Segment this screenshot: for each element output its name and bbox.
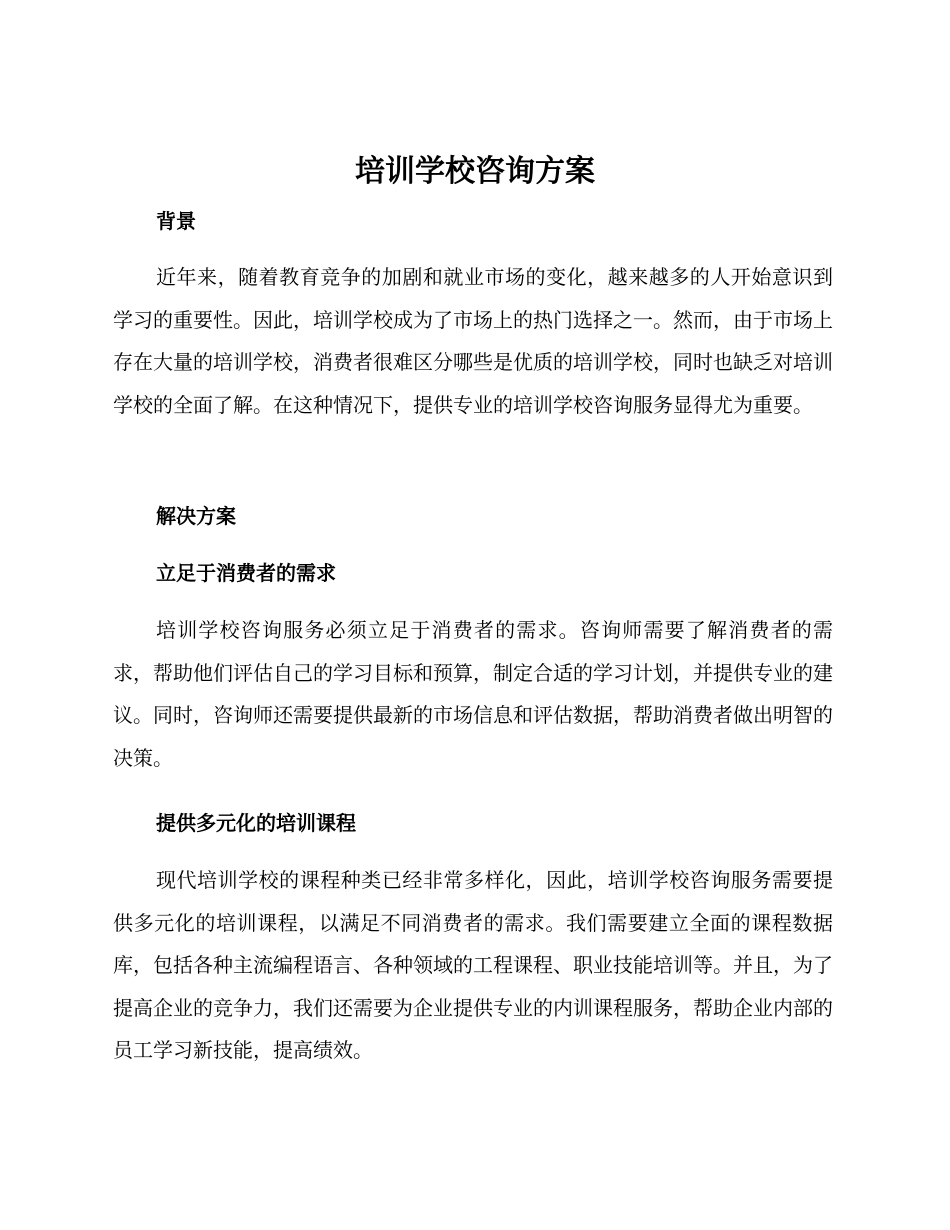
subsection-heading-consumer-needs: 立足于消费者的需求 xyxy=(156,561,336,585)
section-heading-solution: 解决方案 xyxy=(156,504,236,528)
section-heading-background: 背景 xyxy=(156,209,196,233)
subsection-heading-diverse-courses: 提供多元化的培训课程 xyxy=(156,811,356,835)
paragraph-diverse-courses: 现代培训学校的课程种类已经非常多样化，因此，培训学校咨询服务需要提供多元化的培训课程，以满足不同消费者的需求。我们需要建立全面的课程数据库，包括各种主流编程语言、各种领域的工程课程、职业技能培训等。并且，为了提高企业的竞争力，我们还需要为企业提供专业的内训课程服务，帮助企业内部的员工学习新技能，提高绩效。 xyxy=(113,868,833,1062)
paragraph-background: 近年来，随着教育竞争的加剧和就业市场的变化，越来越多的人开始意识到学习的重要性。因此，培训学校成为了市场上的热门选择之一。然而，由于市场上存在大量的培训学校，消费者很难区分哪些是优质的培训学校，同时也缺乏对培训学校的全面了解。在这种情况下，提供专业的培训学校咨询服务显得尤为重要。 xyxy=(113,265,833,417)
page-title: 培训学校咨询方案 xyxy=(355,154,595,189)
paragraph-consumer-needs: 培训学校咨询服务必须立足于消费者的需求。咨询师需要了解消费者的需求，帮助他们评估自己的学习目标和预算，制定合适的学习计划，并提供专业的建议。同时，咨询师还需要提供最新的市场信息和评估数据，帮助消费者做出明智的决策。 xyxy=(113,618,833,770)
